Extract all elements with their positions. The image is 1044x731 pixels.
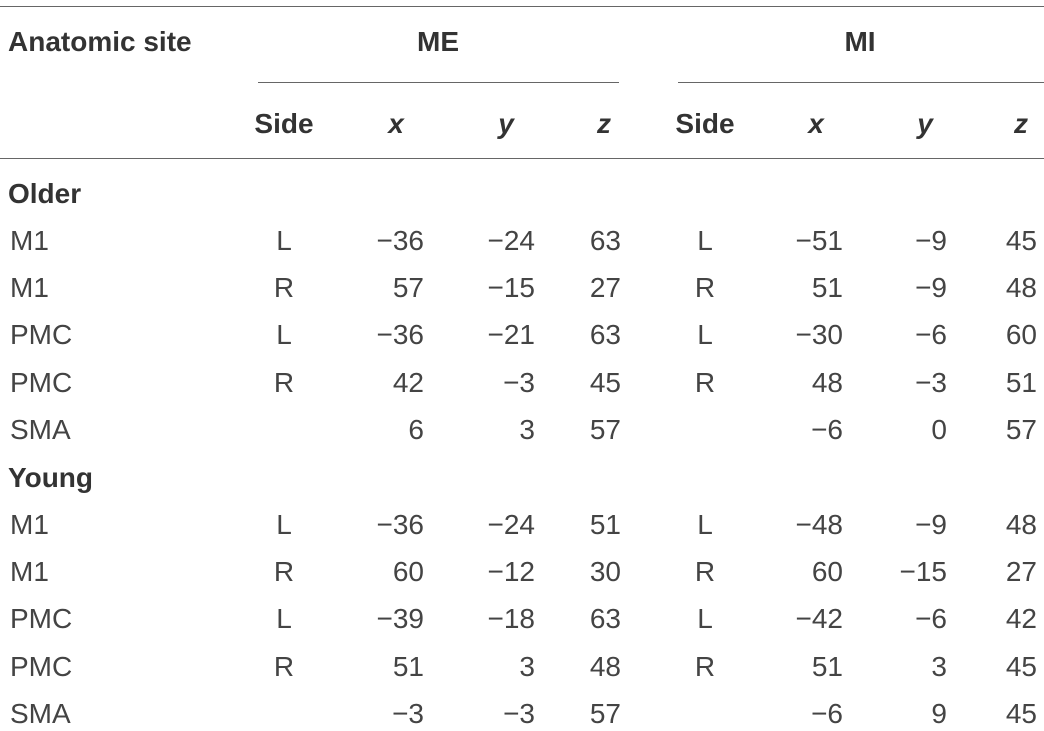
mi-z-cell: 45 — [1005, 651, 1037, 682]
me-side-cell: R — [273, 272, 295, 303]
me-y-cell: −18 — [487, 603, 535, 634]
mi-side-cell: R — [694, 367, 716, 398]
me-z-cell: 63 — [589, 603, 621, 634]
me-side-cell: L — [276, 509, 292, 540]
mi-z-cell: 48 — [1005, 272, 1037, 303]
me-y-cell: −24 — [487, 509, 535, 540]
me-z-cell: 45 — [589, 367, 621, 398]
mi-group-rule — [678, 82, 1044, 83]
header-me-y: y — [498, 108, 514, 139]
header-me-side: Side — [254, 108, 314, 139]
mi-y-cell: −6 — [915, 319, 947, 350]
mi-y-cell: 0 — [931, 414, 947, 445]
mi-x-cell: −6 — [811, 698, 843, 729]
me-y-cell: −3 — [503, 367, 535, 398]
header-me-x: x — [388, 108, 404, 139]
mi-x-cell: −51 — [795, 225, 843, 256]
table-top-rule — [0, 6, 1044, 7]
me-y-cell: 3 — [519, 414, 535, 445]
me-x-cell: −36 — [376, 319, 424, 350]
me-x-cell: −36 — [376, 509, 424, 540]
header-mi-x: x — [808, 108, 824, 139]
mi-side-cell: L — [697, 319, 713, 350]
mi-z-cell: 45 — [1005, 698, 1037, 729]
mi-z-cell: 27 — [1005, 556, 1037, 587]
mi-side-cell: R — [694, 651, 716, 682]
mi-x-cell: −30 — [795, 319, 843, 350]
mi-side-cell: R — [694, 556, 716, 587]
mi-x-cell: −48 — [795, 509, 843, 540]
mi-y-cell: −9 — [915, 272, 947, 303]
me-x-cell: 51 — [392, 651, 424, 682]
mi-y-cell: −6 — [915, 603, 947, 634]
mi-z-cell: 51 — [1005, 367, 1037, 398]
mi-y-cell: −15 — [899, 556, 947, 587]
table-row-site: PMC — [10, 603, 73, 634]
mi-x-cell: −6 — [811, 414, 843, 445]
mi-z-cell: 60 — [1005, 319, 1037, 350]
me-x-cell: 42 — [392, 367, 424, 398]
mi-y-cell: −9 — [915, 225, 947, 256]
me-group-rule — [258, 82, 619, 83]
me-side-cell: L — [276, 603, 292, 634]
table-row-site: PMC — [10, 651, 73, 682]
table-row-site: M1 — [10, 225, 49, 256]
table-row-site: PMC — [10, 367, 73, 398]
mi-z-cell: 45 — [1005, 225, 1037, 256]
mi-x-cell: 51 — [811, 272, 843, 303]
header-me: ME — [417, 26, 459, 57]
header-mi-side: Side — [675, 108, 735, 139]
mi-y-cell: −3 — [915, 367, 947, 398]
me-z-cell: 63 — [589, 319, 621, 350]
me-z-cell: 57 — [589, 414, 621, 445]
group-label: Young — [8, 462, 94, 493]
table-row-site: M1 — [10, 272, 49, 303]
header-mi-z: z — [1014, 108, 1028, 139]
me-side-cell: L — [276, 319, 292, 350]
header-me-z: z — [597, 108, 611, 139]
me-side-cell: R — [273, 556, 295, 587]
mi-z-cell: 42 — [1005, 603, 1037, 634]
me-y-cell: −12 — [487, 556, 535, 587]
mi-side-cell: R — [694, 272, 716, 303]
table-row-site: PMC — [10, 319, 73, 350]
me-z-cell: 63 — [589, 225, 621, 256]
mi-y-cell: 9 — [931, 698, 947, 729]
me-x-cell: 60 — [392, 556, 424, 587]
me-x-cell: 57 — [392, 272, 424, 303]
table-row-site: SMA — [10, 698, 71, 729]
header-bottom-rule — [0, 158, 1044, 159]
me-z-cell: 30 — [589, 556, 621, 587]
mi-x-cell: 60 — [811, 556, 843, 587]
mi-z-cell: 48 — [1005, 509, 1037, 540]
me-side-cell: R — [273, 367, 295, 398]
group-label: Older — [8, 178, 82, 209]
mi-z-cell: 57 — [1005, 414, 1037, 445]
me-x-cell: −36 — [376, 225, 424, 256]
table-row-site: SMA — [10, 414, 71, 445]
me-y-cell: −3 — [503, 698, 535, 729]
me-x-cell: −39 — [376, 603, 424, 634]
me-x-cell: −3 — [392, 698, 424, 729]
table-row-site: M1 — [10, 509, 49, 540]
mi-side-cell: L — [697, 603, 713, 634]
mi-y-cell: −9 — [915, 509, 947, 540]
me-z-cell: 48 — [589, 651, 621, 682]
me-z-cell: 27 — [589, 272, 621, 303]
me-y-cell: −15 — [487, 272, 535, 303]
header-mi-y: y — [917, 108, 933, 139]
me-x-cell: 6 — [408, 414, 424, 445]
me-y-cell: 3 — [519, 651, 535, 682]
me-side-cell: L — [276, 225, 292, 256]
me-y-cell: −21 — [487, 319, 535, 350]
mi-y-cell: 3 — [931, 651, 947, 682]
me-z-cell: 51 — [589, 509, 621, 540]
me-y-cell: −24 — [487, 225, 535, 256]
header-mi: MI — [844, 26, 876, 57]
mi-side-cell: L — [697, 509, 713, 540]
mi-side-cell: L — [697, 225, 713, 256]
mi-x-cell: 48 — [811, 367, 843, 398]
me-side-cell: R — [273, 651, 295, 682]
me-z-cell: 57 — [589, 698, 621, 729]
mi-x-cell: −42 — [795, 603, 843, 634]
header-anatomic-site: Anatomic site — [8, 26, 192, 57]
mi-x-cell: 51 — [811, 651, 843, 682]
table-row-site: M1 — [10, 556, 49, 587]
